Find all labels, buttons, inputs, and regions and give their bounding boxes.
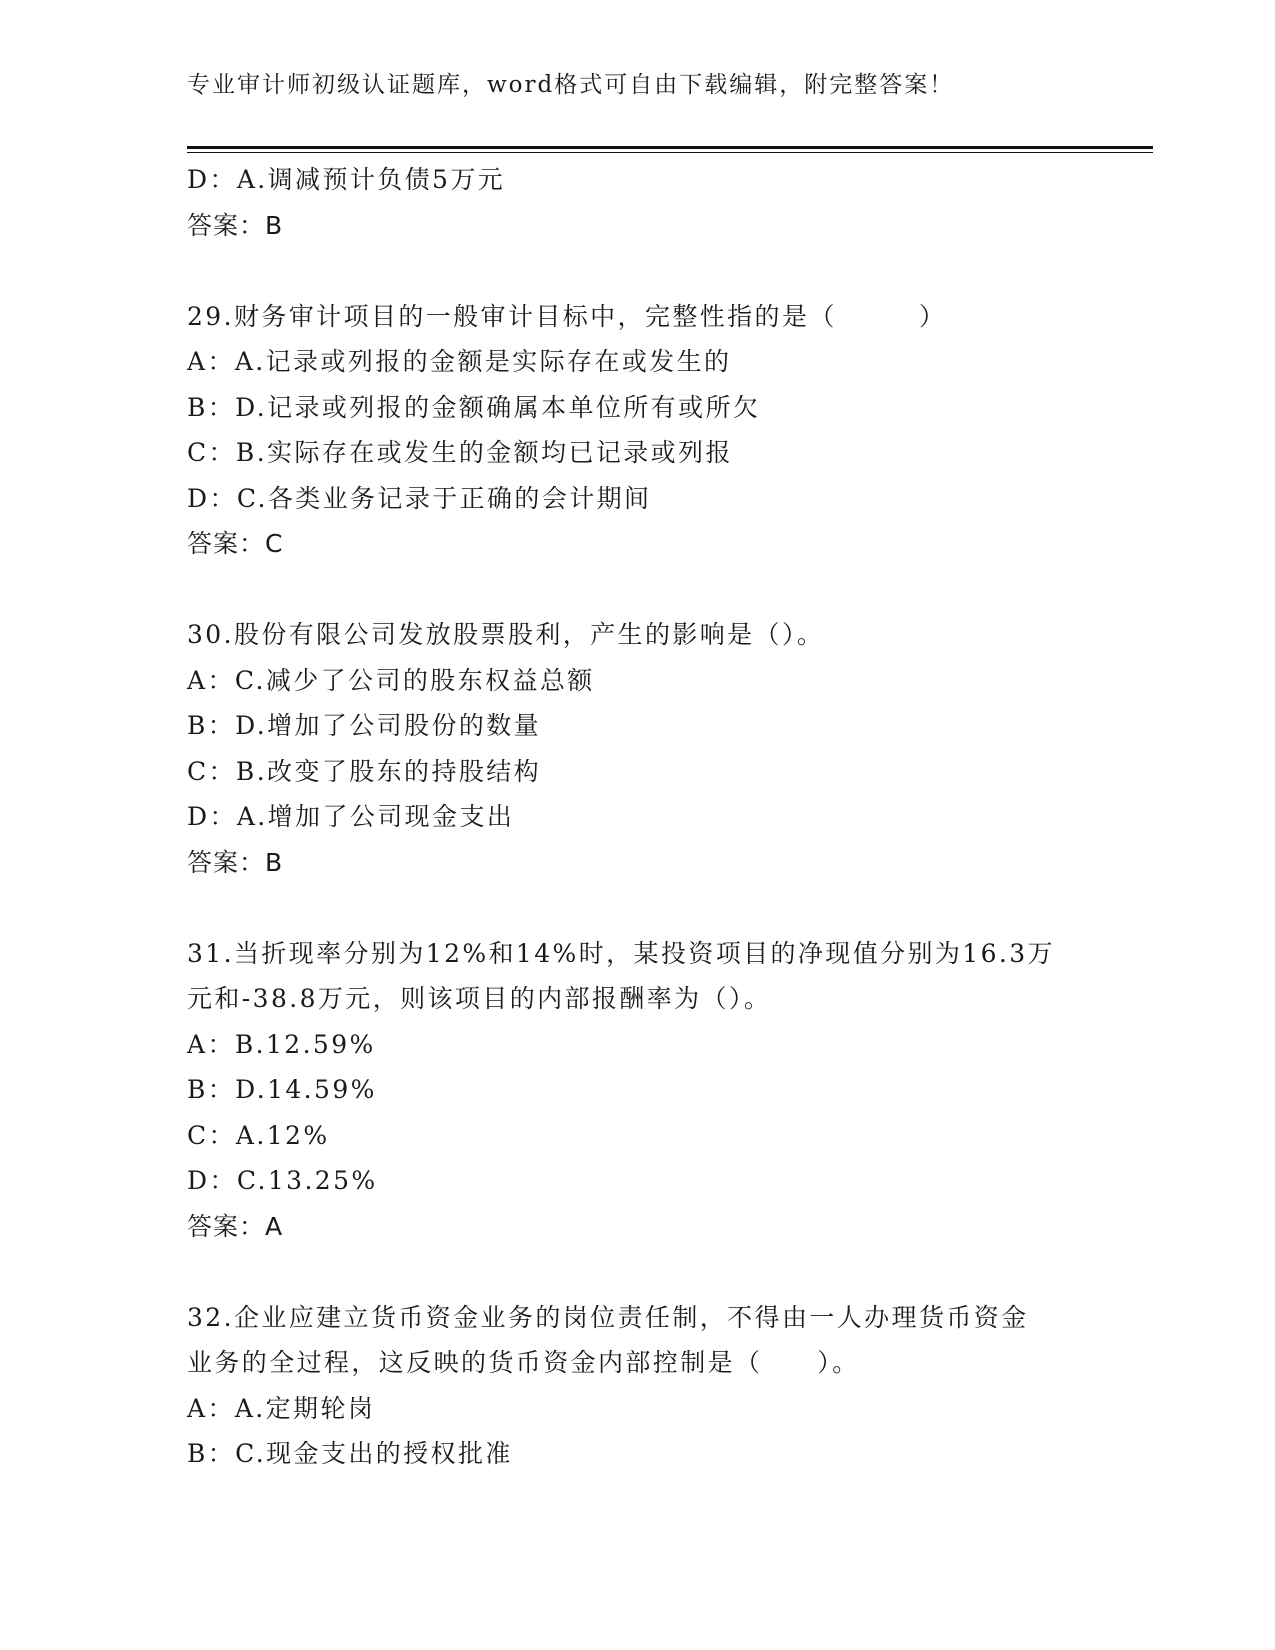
question-stem-line-2: 元和-38.8万元，则该项目的内部报酬率为（）。: [187, 984, 772, 1013]
option-d: D：A.调减预计负债5万元: [187, 165, 506, 194]
question-stem: 30.股份有限公司发放股票股利，产生的影响是（）。: [187, 620, 825, 649]
option-c: C：B.实际存在或发生的金额均已记录或列报: [187, 438, 733, 467]
answer-line: 答案：A: [187, 1211, 284, 1241]
question-stem-line-2: 业务的全过程，这反映的货币资金内部控制是（ ）。: [187, 1348, 860, 1377]
answer-line: 答案：B: [187, 847, 284, 877]
question-content: [187, 157, 1087, 1477]
question-31: [187, 931, 1087, 1250]
header-rule-thick: [187, 146, 1153, 149]
option-c: C：A.12%: [187, 1120, 330, 1150]
question-32: [187, 1295, 1087, 1477]
option-a: A：A.定期轮岗: [187, 1393, 376, 1423]
page-header: 专业审计师初级认证题库，word格式可自由下载编辑，附完整答案！: [187, 72, 955, 98]
option-b: B：C.现金支出的授权批准: [187, 1439, 513, 1468]
option-d: D：A.增加了公司现金支出: [187, 802, 515, 831]
option-d: D：C.13.25%: [187, 1166, 378, 1195]
answer-line: 答案：C: [187, 529, 284, 558]
answer-line: 答案：B: [187, 210, 284, 240]
question-29: [187, 294, 1087, 567]
header-rule-thin: [187, 152, 1153, 153]
question-stem-line-1: 31.当折现率分别为12%和14%时，某投资项目的净现值分别为16.3万: [187, 938, 1055, 968]
option-a: A：A.记录或列报的金额是实际存在或发生的: [187, 347, 732, 376]
option-c: C：B.改变了股东的持股结构: [187, 756, 542, 786]
question-stem-line-1: 32.企业应建立货币资金业务的岗位责任制，不得由一人办理货币资金: [187, 1302, 1029, 1332]
option-b: B：D.增加了公司股份的数量: [187, 711, 542, 740]
option-b: B：D.记录或列报的金额确属本单位所有或所欠: [187, 392, 761, 422]
option-b: B：D.14.59%: [187, 1075, 377, 1104]
option-a: A：B.12.59%: [187, 1029, 376, 1059]
option-a: A：C.减少了公司的股东权益总额: [187, 665, 595, 695]
question-30: [187, 612, 1087, 885]
option-d: D：C.各类业务记录于正确的会计期间: [187, 483, 652, 513]
question-stem: 29.财务审计项目的一般审计目标中，完整性指的是（ ）: [187, 301, 947, 331]
